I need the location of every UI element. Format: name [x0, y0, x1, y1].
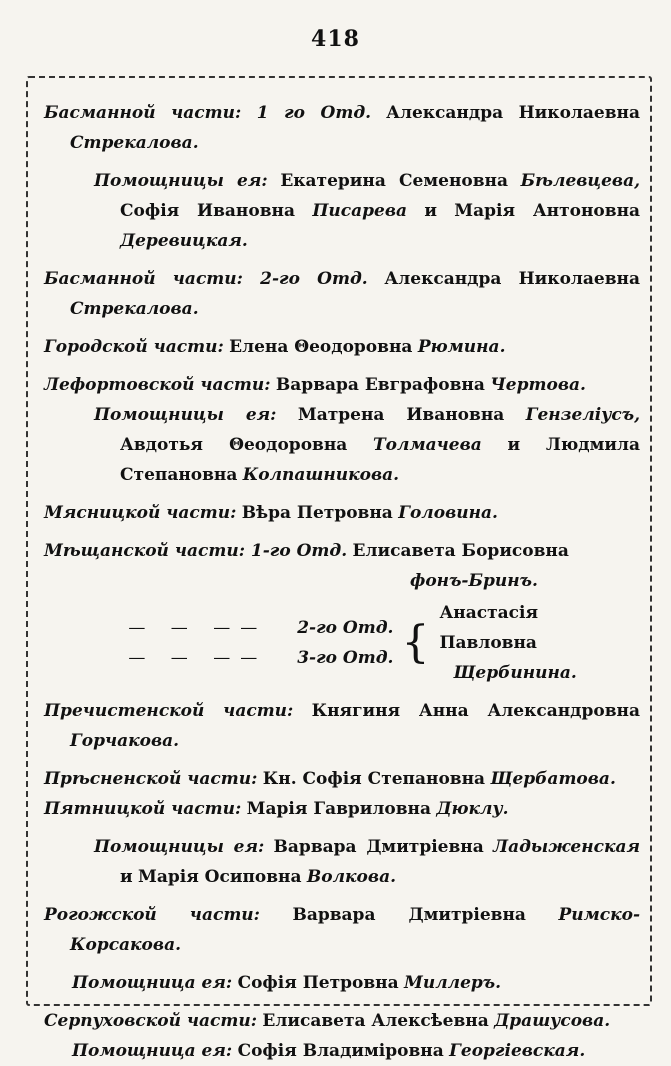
- person-surname: Рюмина.: [417, 337, 506, 357]
- entry-meshchanskaya-1-surname: [44, 566, 640, 596]
- entry-myasnitskaya: [44, 498, 640, 528]
- person-surname: Писарева: [312, 201, 407, 221]
- person-surname: Щербинина.: [453, 663, 577, 683]
- assistant-label: Помощница ея:: [72, 1041, 233, 1061]
- district-label: Прѣсненской части:: [44, 769, 258, 789]
- district-label: 2-го Отд.: [297, 618, 394, 638]
- person-name: Авдотья Θеодоровна: [120, 435, 348, 455]
- person-name: Александра Николаевна: [384, 269, 640, 289]
- person-name: Александра Николаевна: [386, 103, 640, 123]
- ditto-dashes: — — ——: [128, 618, 268, 638]
- document-body: [44, 98, 640, 1066]
- assistants-label: Помощницы ея:: [94, 405, 277, 425]
- person-name: Кн. Софія Степановна: [262, 769, 486, 789]
- district-label: Рогожской части:: [44, 905, 260, 925]
- district-label: Пятницкой части:: [44, 799, 242, 819]
- assistants-label: Помощницы ея:: [94, 171, 268, 191]
- brace-icon: {: [401, 617, 430, 668]
- district-label: 3-го Отд.: [297, 648, 394, 668]
- person-surname: Миллеръ.: [404, 973, 502, 993]
- entry-assistant-4: [44, 968, 640, 998]
- person-surname: Горчакова.: [70, 731, 180, 751]
- entry-assistants-3: [44, 832, 640, 892]
- district-label: Мясницкой части:: [44, 503, 237, 523]
- person-name: Екатерина Семеновна: [280, 171, 508, 191]
- entry-assistants-2: [44, 400, 640, 490]
- person-name: Елисавета Борисовна: [352, 541, 569, 561]
- entry-lefortovskaya: [44, 370, 640, 400]
- person-surname: Ладыженская: [493, 837, 641, 857]
- dept-row-3: [44, 643, 401, 673]
- entry-serpukhovskaya: [44, 1006, 640, 1036]
- conjunction: и: [120, 867, 133, 887]
- person-surname: Щербатова.: [490, 769, 616, 789]
- conjunction: и: [424, 201, 437, 221]
- person-surname: Драшусова.: [494, 1011, 611, 1031]
- district-label: Мѣщанской части: 1-го Отд.: [44, 541, 348, 561]
- entry-gorodskaya: [44, 332, 640, 362]
- person-surname: Толмачева: [373, 435, 482, 455]
- person-name: Софія Ивановна: [120, 201, 295, 221]
- person-name: Матрена Ивановна: [297, 405, 505, 425]
- person-name: Вѣра Петровна: [241, 503, 393, 523]
- district-label: Пречистенской части:: [44, 701, 294, 721]
- person-surname: Стрекалова.: [70, 133, 199, 153]
- dept-row-2: [44, 613, 401, 643]
- entry-basmannaya-2: [44, 264, 640, 324]
- person-name: Людмила Степановна: [120, 435, 641, 485]
- person-name: Варвара Дмитріевна: [273, 837, 484, 857]
- district-label: Городской части:: [44, 337, 224, 357]
- assistant-label: Помощница ея:: [72, 973, 233, 993]
- person-name: Софія Петровна: [237, 973, 399, 993]
- person-surname: Георгіевская.: [449, 1041, 586, 1061]
- entry-rogozhskaya: [44, 900, 640, 960]
- person-name: Варвара Дмитріевна: [292, 905, 526, 925]
- person-name: Елисавета Алексѣевна: [262, 1011, 489, 1031]
- shared-person: [439, 598, 640, 688]
- person-name: Елена Θеодоровна: [229, 337, 413, 357]
- person-surname: фонъ-Бринъ.: [410, 571, 538, 591]
- person-surname: Стрекалова.: [70, 299, 199, 319]
- assistants-label: Помощницы ея:: [94, 837, 265, 857]
- person-name: Варвара Евграфовна: [275, 375, 485, 395]
- person-name: Марія Антоновна: [454, 201, 641, 221]
- person-name: Софія Владиміровна: [237, 1041, 444, 1061]
- entry-basmannaya-1: [44, 98, 640, 158]
- person-surname: Деревицкая.: [120, 231, 248, 251]
- entry-meshchanskaya-2-3: [44, 598, 640, 688]
- person-surname: Гензеліусъ,: [525, 405, 641, 425]
- district-label: Басманной части: 2-го Отд.: [44, 269, 368, 289]
- page-number: 418: [311, 26, 360, 52]
- person-surname: Бѣлевцева,: [520, 171, 641, 191]
- person-surname: Головина.: [398, 503, 498, 523]
- person-name: Княгиня Анна Александровна: [311, 701, 640, 721]
- entry-assistant-5: [44, 1036, 640, 1066]
- person-surname: Дюклу.: [436, 799, 509, 819]
- district-label: Басманной части: 1 го Отд.: [44, 103, 372, 123]
- district-label: Лефортовской части:: [44, 375, 271, 395]
- person-surname: Римско-Корсакова.: [70, 905, 641, 955]
- person-name: Анастасія Павловна: [439, 603, 539, 653]
- ditto-dashes: — — ——: [128, 648, 268, 668]
- entry-assistants-1: [44, 166, 640, 256]
- entry-meshchanskaya-1: [44, 536, 640, 566]
- person-name: Марія Осиповна: [138, 867, 302, 887]
- district-label: Серпуховской части:: [44, 1011, 258, 1031]
- person-surname: Колпашникова.: [242, 465, 400, 485]
- entry-presnenskaya: [44, 764, 640, 794]
- department-labels: [44, 613, 401, 673]
- person-surname: Чертова.: [490, 375, 586, 395]
- entry-prechistenskaya: [44, 696, 640, 756]
- entry-pyatnitskaya: [44, 794, 640, 824]
- conjunction: и: [507, 435, 521, 455]
- person-name: Марія Гавриловна: [246, 799, 431, 819]
- person-surname: Волкова.: [306, 867, 396, 887]
